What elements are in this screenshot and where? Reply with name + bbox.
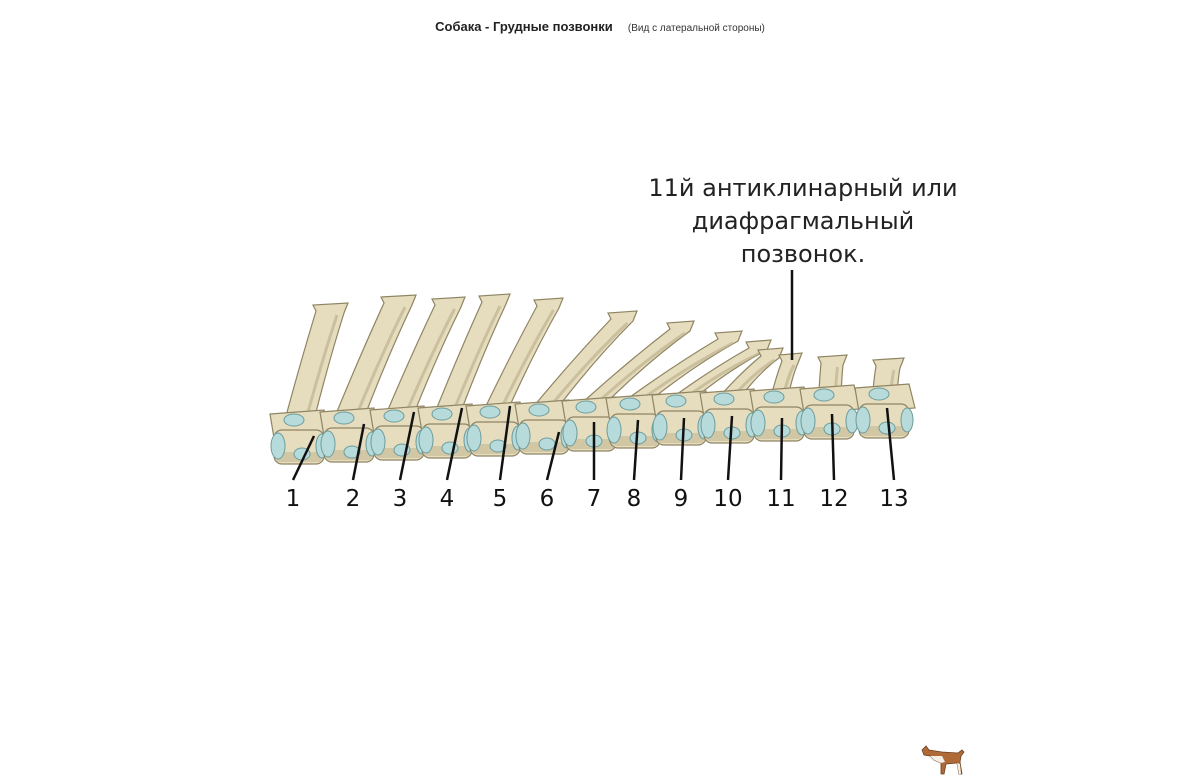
vertebra-label-4: 4	[439, 486, 455, 512]
annotation-line-2: диафрагмальный	[691, 207, 915, 235]
articular-disc	[901, 408, 913, 432]
articular-facet	[764, 391, 784, 403]
label-leader-line	[781, 418, 782, 480]
vertebra-label-8: 8	[626, 486, 642, 512]
articular-disc	[419, 427, 433, 453]
articular-facet	[576, 401, 596, 413]
articular-disc	[371, 429, 385, 455]
articular-facet	[666, 395, 686, 407]
vertebra-label-12: 12	[819, 486, 849, 512]
spinous-process	[286, 303, 348, 420]
vertebra-label-9: 9	[673, 486, 689, 512]
articular-facet	[814, 389, 834, 401]
articular-facet	[714, 393, 734, 405]
annotation-line-1: 11й антиклинарный или	[648, 174, 958, 202]
articular-disc	[271, 433, 285, 459]
annotation-line-3: позвонок.	[740, 240, 866, 268]
articular-facet	[620, 398, 640, 410]
vertebral-column	[270, 294, 915, 464]
vertebra-label-7: 7	[586, 486, 602, 512]
articular-facet	[384, 410, 404, 422]
vertebra-label-13: 13	[879, 486, 909, 512]
articular-disc	[563, 420, 577, 446]
articular-disc	[516, 423, 530, 449]
articular-facet	[334, 412, 354, 424]
articular-disc	[653, 414, 667, 440]
vertebra-label-5: 5	[492, 486, 508, 512]
dog-icon	[912, 740, 972, 784]
costal-fovea	[879, 422, 895, 434]
vertebra-label-10: 10	[713, 486, 743, 512]
articular-facet	[529, 404, 549, 416]
articular-disc	[607, 417, 621, 443]
anticlinal-annotation	[640, 172, 966, 271]
articular-disc	[467, 425, 481, 451]
articular-facet	[284, 414, 304, 426]
articular-facet	[869, 388, 889, 400]
vertebra-label-11: 11	[766, 486, 796, 512]
vertebra-label-3: 3	[392, 486, 408, 512]
page-title: Собака - Грудные позвонки	[435, 19, 613, 34]
articular-disc	[321, 431, 335, 457]
vertebra-label-2: 2	[345, 486, 361, 512]
vertebra-number-labels	[286, 486, 909, 512]
articular-facet	[432, 408, 452, 420]
articular-disc	[856, 407, 870, 433]
page-subtitle: (Вид с латеральной стороны)	[627, 23, 765, 34]
articular-facet	[480, 406, 500, 418]
articular-disc	[751, 410, 765, 436]
costal-fovea	[539, 438, 555, 450]
vertebra-label-6: 6	[539, 486, 555, 512]
articular-disc	[801, 408, 815, 434]
vertebra-label-1: 1	[285, 486, 301, 512]
articular-disc	[701, 412, 715, 438]
